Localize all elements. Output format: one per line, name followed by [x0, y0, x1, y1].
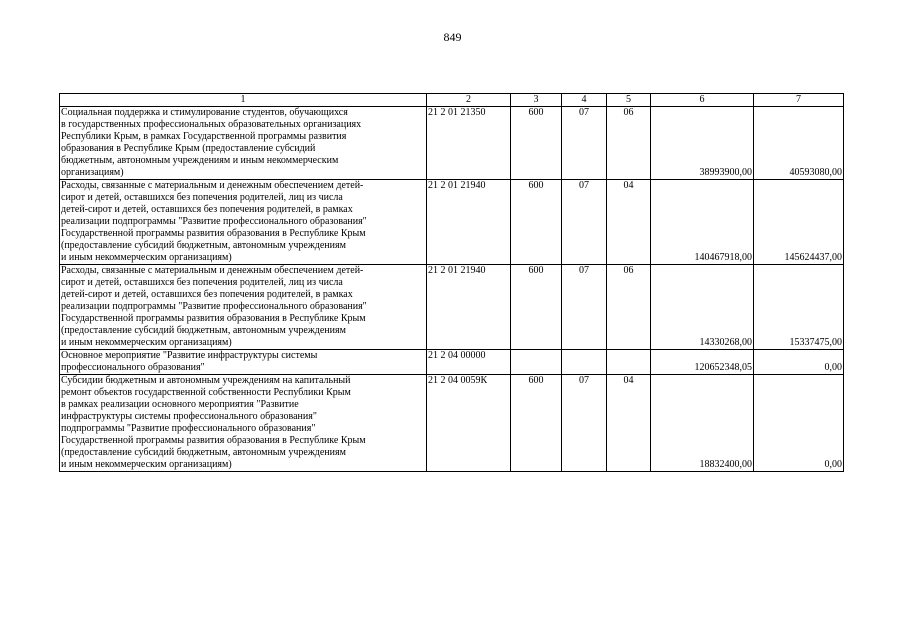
description-line: инфраструктуры системы профессионального образования": [61, 411, 317, 422]
amount-column-6: 38993900,00: [651, 107, 754, 180]
amount-column-6: 140467918,00: [651, 180, 754, 265]
row-description: [60, 265, 427, 350]
target-article-code: 21 2 01 21940: [427, 180, 511, 265]
description-line: и иным некоммерческим организациям): [61, 337, 232, 348]
target-article-code: 21 2 04 0059К: [427, 375, 511, 472]
description-line: ремонт объектов государственной собственности Республики Крым: [61, 387, 351, 398]
section-code: 07: [562, 375, 607, 472]
budget-table: [59, 93, 844, 472]
description-line: (предоставление субсидий бюджетным, автономным учреждениям: [61, 325, 346, 336]
table-row: [60, 350, 844, 375]
row-description: [60, 107, 427, 180]
amount-column-6: 14330268,00: [651, 265, 754, 350]
column-header-2: 2: [427, 94, 511, 107]
column-number-row: [60, 94, 844, 107]
description-line: организациям): [61, 167, 124, 178]
row-description: [60, 180, 427, 265]
section-code: 07: [562, 265, 607, 350]
subsection-code: 04: [607, 180, 651, 265]
section-code: 07: [562, 180, 607, 265]
section-code: [562, 350, 607, 375]
description-line: Государственной программы развития образования в Республике Крым: [61, 313, 366, 324]
description-line: сирот и детей, оставшихся без попечения родителей, лиц из числа: [61, 277, 343, 288]
column-header-7: 7: [754, 94, 844, 107]
description-line: Государственной программы развития образования в Республике Крым: [61, 228, 366, 239]
row-description: [60, 375, 427, 472]
description-line: в государственных профессиональных образовательных организациях: [61, 119, 362, 130]
column-header-4: 4: [562, 94, 607, 107]
description-line: сирот и детей, оставшихся без попечения родителей, лиц из числа: [61, 192, 343, 203]
amount-column-7: 0,00: [754, 350, 844, 375]
expense-type-code: 600: [511, 107, 562, 180]
page-number: 849: [443, 30, 462, 44]
description-line: Основное мероприятие "Развитие инфраструктуры системы: [61, 350, 318, 361]
subsection-code: 04: [607, 375, 651, 472]
description-line: образования в Республике Крым (предоставление субсидий: [61, 143, 316, 154]
column-header-5: 5: [607, 94, 651, 107]
column-header-1: 1: [60, 94, 427, 107]
description-line: бюджетным, автономным учреждениям и иным некоммерческим: [61, 155, 339, 166]
description-line: Расходы, связанные с материальным и денежным обеспечением детей-: [61, 180, 364, 191]
description-line: подпрограммы "Развитие профессионального образования": [61, 423, 316, 434]
description-line: Расходы, связанные с материальным и денежным обеспечением детей-: [61, 265, 364, 276]
description-line: реализации подпрограммы "Развитие профессионального образования": [61, 216, 367, 227]
expense-type-code: 600: [511, 265, 562, 350]
column-header-3: 3: [511, 94, 562, 107]
expense-type-code: 600: [511, 180, 562, 265]
expense-type-code: 600: [511, 375, 562, 472]
description-line: в рамках реализации основного мероприятия "Развитие: [61, 399, 299, 410]
amount-column-7: 15337475,00: [754, 265, 844, 350]
description-line: Государственной программы развития образования в Республике Крым: [61, 435, 366, 446]
row-description: [60, 350, 427, 375]
target-article-code: 21 2 01 21350: [427, 107, 511, 180]
target-article-code: 21 2 01 21940: [427, 265, 511, 350]
amount-column-6: 120652348,05: [651, 350, 754, 375]
table-row: [60, 375, 844, 472]
amount-column-7: 0,00: [754, 375, 844, 472]
section-code: 07: [562, 107, 607, 180]
description-line: (предоставление субсидий бюджетным, автономным учреждениям: [61, 447, 346, 458]
expense-type-code: [511, 350, 562, 375]
description-line: и иным некоммерческим организациям): [61, 252, 232, 263]
amount-column-7: 145624437,00: [754, 180, 844, 265]
amount-column-6: 18832400,00: [651, 375, 754, 472]
description-line: детей-сирот и детей, оставшихся без попечения родителей, в рамках: [61, 204, 353, 215]
description-line: Республики Крым, в рамках Государственной программы развития: [61, 131, 347, 142]
description-line: и иным некоммерческим организациям): [61, 459, 232, 470]
subsection-code: 06: [607, 107, 651, 180]
subsection-code: 06: [607, 265, 651, 350]
description-line: Социальная поддержка и стимулирование студентов, обучающихся: [61, 107, 348, 118]
description-line: (предоставление субсидий бюджетным, автономным учреждениям: [61, 240, 346, 251]
amount-column-7: 40593080,00: [754, 107, 844, 180]
column-header-6: 6: [651, 94, 754, 107]
table-row: [60, 265, 844, 350]
table-row: [60, 107, 844, 180]
subsection-code: [607, 350, 651, 375]
table-row: [60, 180, 844, 265]
target-article-code: 21 2 04 00000: [427, 350, 511, 375]
description-line: Субсидии бюджетным и автономным учреждениям на капитальный: [61, 375, 351, 386]
description-line: реализации подпрограммы "Развитие профессионального образования": [61, 301, 367, 312]
description-line: детей-сирот и детей, оставшихся без попечения родителей, в рамках: [61, 289, 353, 300]
description-line: профессионального образования": [61, 362, 205, 373]
